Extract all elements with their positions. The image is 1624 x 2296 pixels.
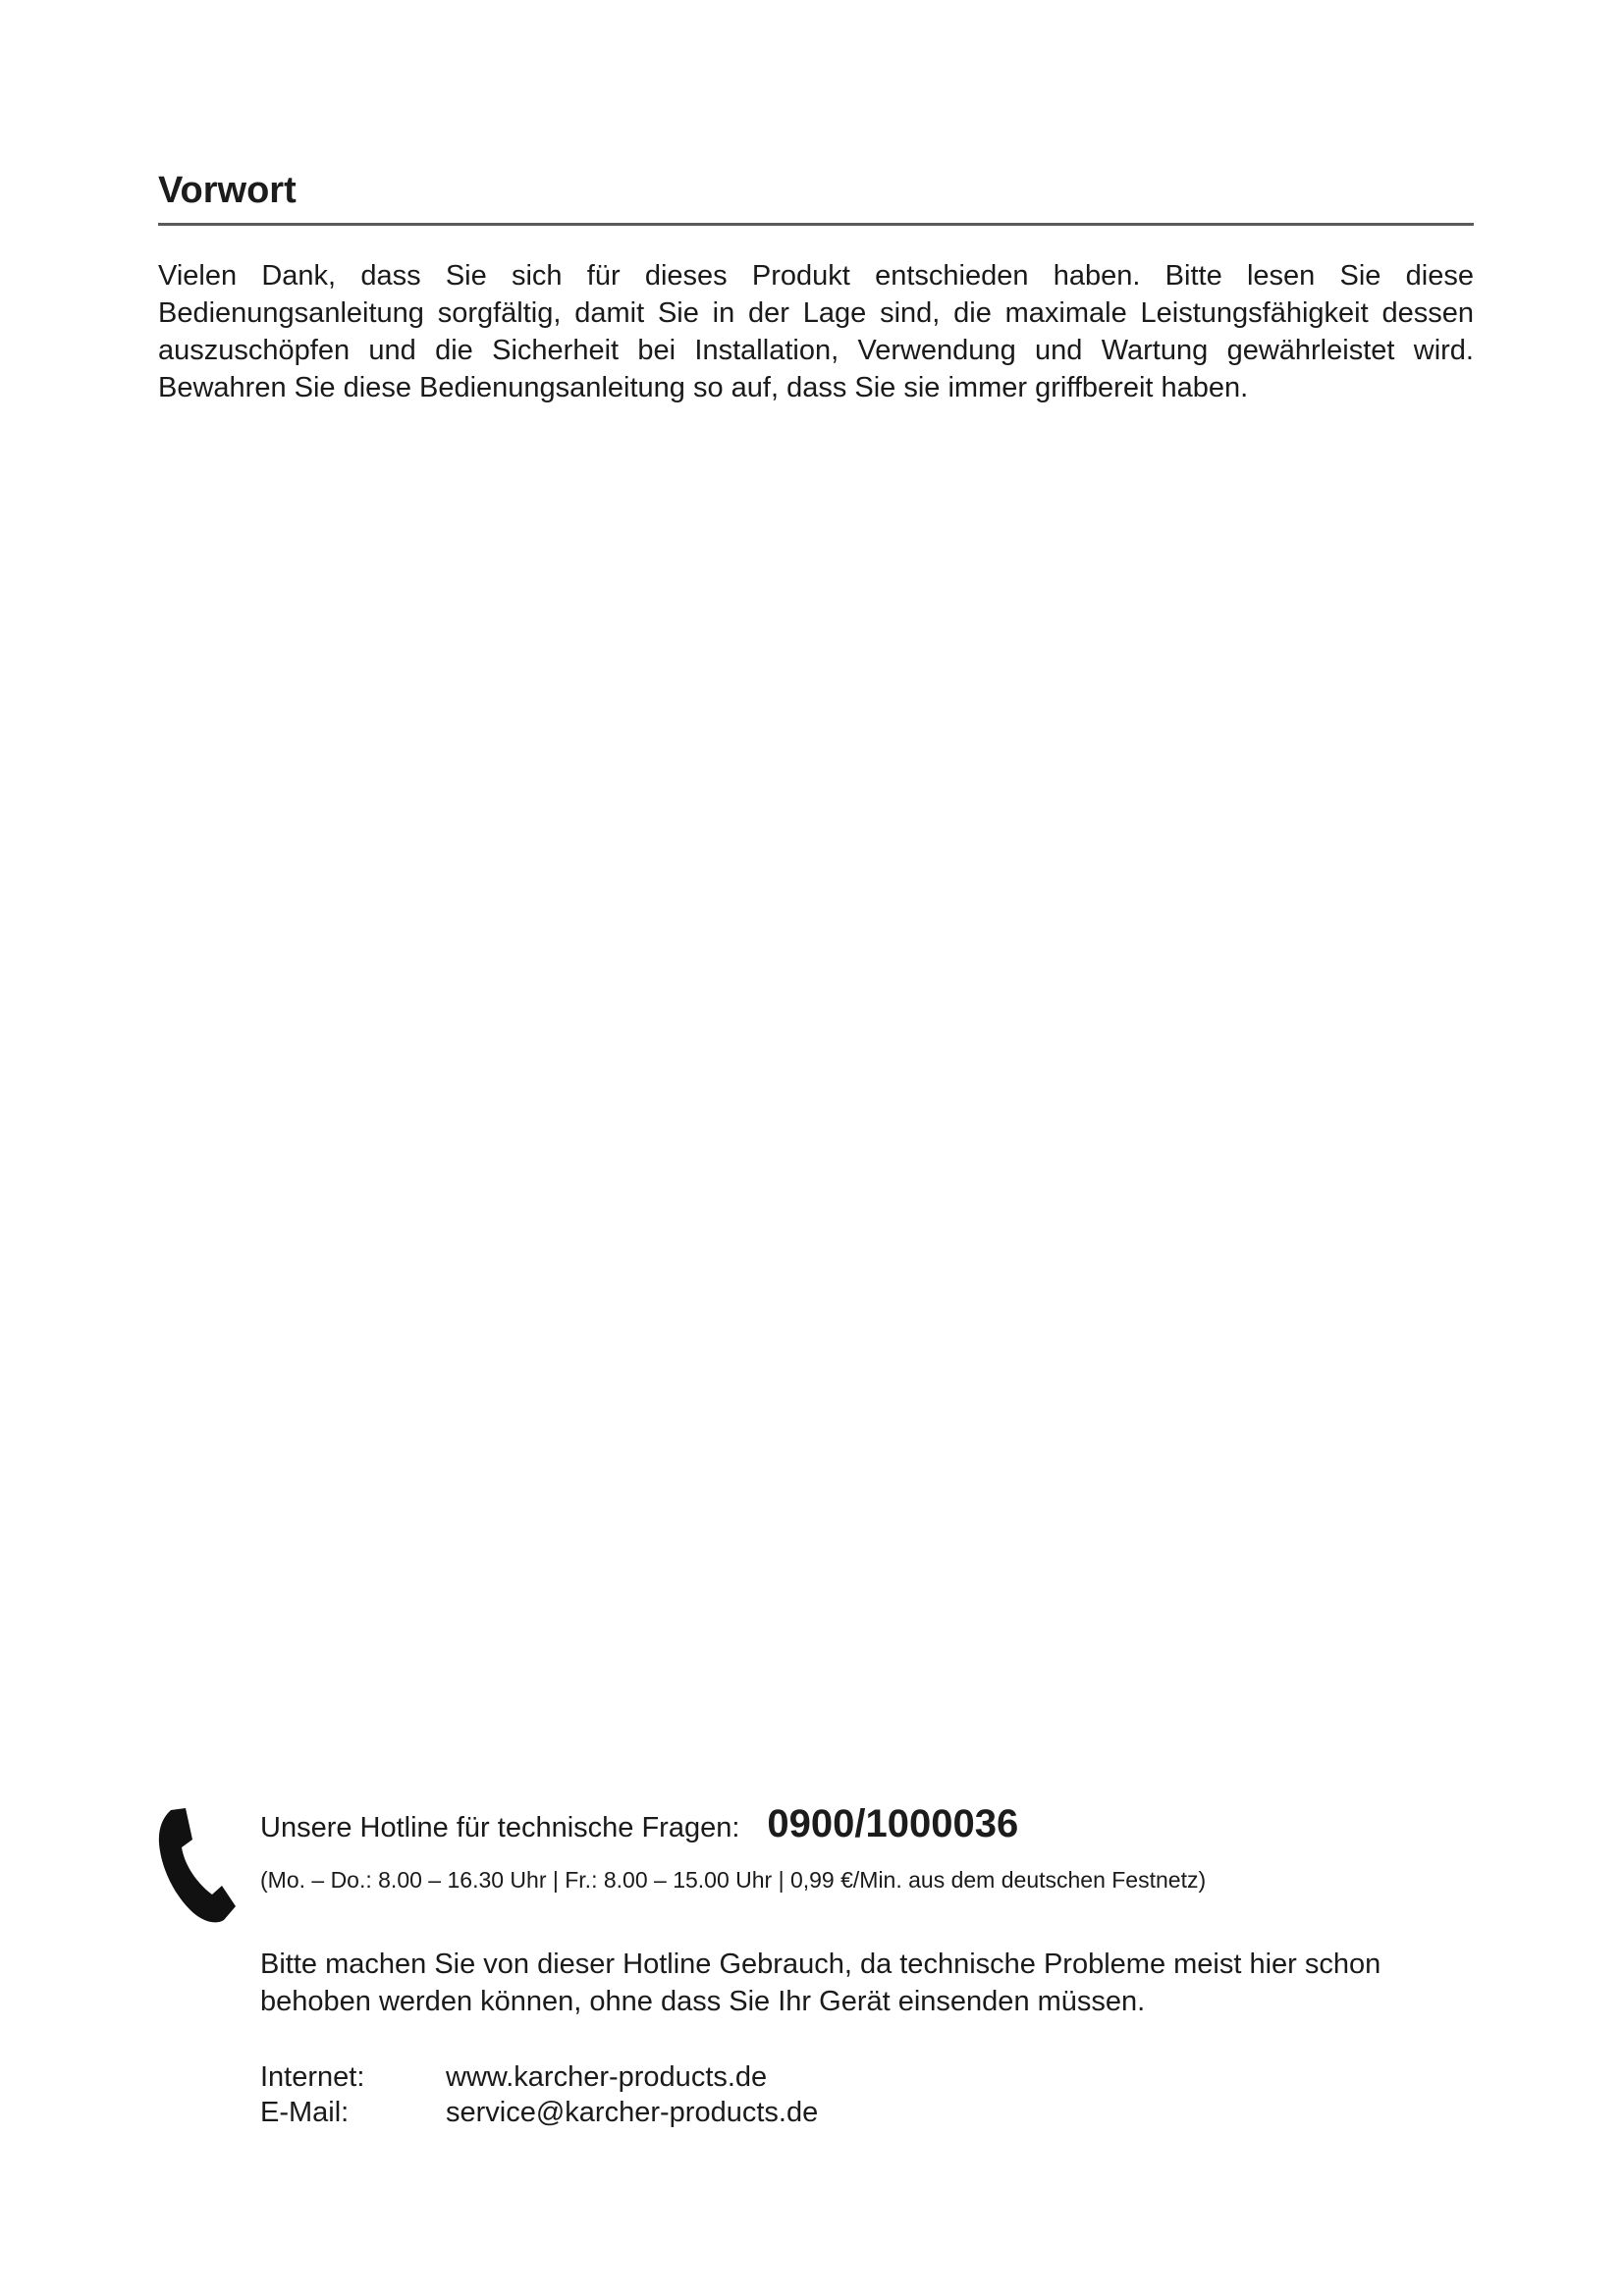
hotline-row bbox=[260, 1802, 1478, 1846]
title-divider bbox=[158, 223, 1474, 226]
phone-icon bbox=[155, 1804, 240, 1926]
contact-row-email bbox=[260, 2095, 818, 2130]
email-address[interactable]: service@karcher-products.de bbox=[446, 2097, 819, 2128]
hotline-advice: Bitte machen Sie von dieser Hotline Gebrauch, da technische Probleme meist hier schon behoben werden können, ohne dass Sie Ihr Gerät einsenden müssen. bbox=[260, 1949, 1381, 2017]
email-label: E-Mail: bbox=[260, 2097, 350, 2128]
hotline-hours: (Mo. – Do.: 8.00 – 16.30 Uhr | Fr.: 8.00 – 15.00 Uhr | 0,99 €/Min. aus dem deutschen Festnetz) bbox=[260, 1867, 1207, 1893]
hotline-number: 0900/1000036 bbox=[767, 1802, 1019, 1845]
hotline-label: Unsere Hotline für technische Fragen: bbox=[260, 1812, 740, 1843]
internet-url[interactable]: www.karcher-products.de bbox=[446, 2061, 768, 2093]
contact-row-internet bbox=[260, 2059, 818, 2095]
page-title: Vorwort bbox=[158, 170, 297, 211]
internet-label: Internet: bbox=[260, 2061, 365, 2093]
preface-text: Vielen Dank, dass Sie sich für dieses Produkt entschieden haben. Bitte lesen Sie diese Bedienungsanleitung sorgfältig, damit Sie in der Lage sind, die maximale Leistungsfähigkeit dessen auszuschöpfen und die Sicherheit bei Installation, Verwendung und Wartung gewährleistet wird. Bewahren Sie diese Bedienungsanleitung so auf, dass Sie sie immer griffbereit haben. bbox=[158, 260, 1474, 403]
contact-block bbox=[260, 2059, 818, 2130]
